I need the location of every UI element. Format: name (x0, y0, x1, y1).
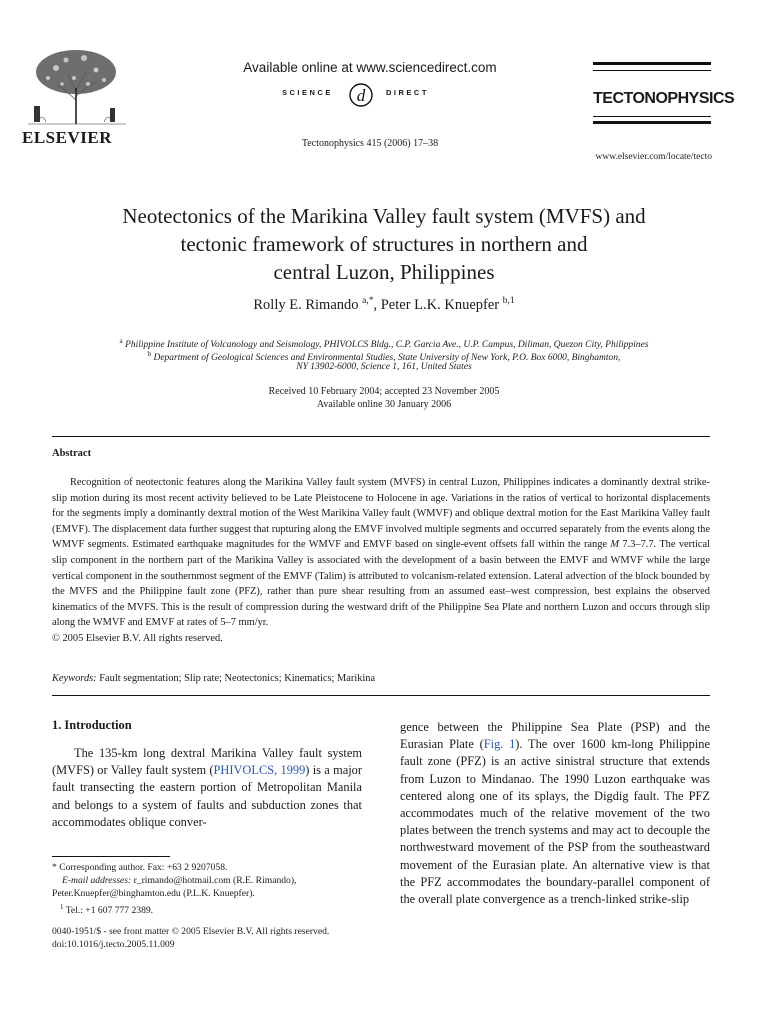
abstract-rule-top (52, 436, 710, 437)
body-text: gence between the Philippine Sea Plate (PSP) and the Eurasian Plate ( (400, 720, 710, 752)
body-column-right (400, 719, 710, 908)
abstract-heading: Abstract (52, 448, 92, 459)
email-address[interactable]: r_rimando@hotmail.com (R.E. Rimando), (131, 875, 297, 886)
footnote-rule (52, 856, 170, 857)
body-text: ). The over 1600 km-long Philippine fault zone (PFZ) is an active sinistral structure that extends from Luzon to Mindanao. The 1990 Luzon earthquake was centered along one of its splays, the Digdig fault. The PFZ accommodates much of the relative movement of the two plates between the trench systems and may act to decouple the northwestward movement of the PSP from the southeastward movement of the Eurasian plate. An alternative view is that the PFZ accommodates the boundary-parallel component of the overall plate convergence as a trench-linked strike-slip (400, 737, 710, 907)
abstract-body (52, 475, 710, 647)
footnote-mark: 1 (60, 903, 64, 911)
author-list (40, 296, 728, 314)
journal-rule-bottom-thin (593, 116, 711, 117)
reference-link[interactable]: PHIVOLCS, 1999 (213, 763, 306, 778)
corresponding-author-footnote: * Corresponding author. Fax: +63 2 9207058. (52, 862, 228, 873)
journal-rule-top (593, 62, 711, 65)
publisher-name: ELSEVIER (22, 128, 112, 147)
affiliation-text: Philippine Institute of Volcanology and Seismology, PHIVOLCS Bldg., C.P. Garcia Ave., U.P. Campus, Diliman, Quezon City, Philippines (125, 340, 649, 351)
section-heading: 1. Introduction (52, 718, 132, 732)
abstract-copyright: © 2005 Elsevier B.V. All rights reserved. (52, 632, 223, 644)
received-date: Received 10 February 2004; accepted 23 November 2005 (268, 386, 500, 397)
keywords (52, 673, 710, 684)
journal-citation: Tectonophysics 415 (2006) 17–38 (301, 138, 439, 149)
sd-mark-letter: d (356, 86, 366, 105)
article-title (40, 202, 728, 286)
affiliation-mark: a (119, 337, 123, 345)
body-text: ) is a major fault transecting the eastern portion of Metropolitan Manila and belongs to a system of faults and subduction zones that accommodates oblique conver- (52, 763, 362, 829)
journal-rule-bottom (593, 121, 711, 124)
keywords-list: Fault segmentation; Slip rate; Neotectonics; Kinematics; Marikina (96, 673, 376, 684)
sd-at-mark-icon (348, 82, 374, 108)
title-line: Neotectonics of the Marikina Valley fault system (MVFS) and (122, 204, 646, 228)
telephone-footnote (60, 901, 153, 918)
front-matter-note: 0040-1951/$ - see front matter © 2005 Elsevier B.V. All rights reserved. (52, 926, 330, 937)
figure-link[interactable]: Fig. 1 (483, 737, 516, 752)
affiliation-text: Department of Geological Sciences and Environmental Studies, State University of New York, P.O. Box 6000, Binghamton, (153, 353, 621, 364)
title-line: central Luzon, Philippines (273, 260, 495, 284)
journal-url[interactable]: www.elsevier.com/locate/tecto (595, 152, 712, 162)
affiliation-b-cont: NY 13902-6000, Science 1, 161, United States (296, 362, 472, 372)
available-date: Available online 30 January 2006 (316, 399, 452, 410)
author-affil-mark[interactable]: a,* (362, 296, 374, 306)
sd-right-word: DIRECT (386, 88, 429, 97)
sciencedirect-logo (282, 82, 452, 110)
telephone-text: Tel.: +1 607 777 2389. (63, 905, 154, 917)
abstract-text: Recognition of neotectonic features along the Marikina Valley fault system (MVFS) in central Luzon, Philippines indicates a dominantly dextral strike-slip motion during its most recent activity believed to be Late Pleistocene to Holocene in age. Variations in the ratios of vertical to horizontal displacements for the segments imply a dominantly dextral motion of the West Marikina Valley fault (WMVF) and oblique dextral motion for the East Marikina Valley fault (EMVF). The displacement data further suggest that rupturing along the EMVF involved multiple segments and occurred separately from the events along the WMVF segments. Estimated earthquake magnitudes for the WMVF and EMVF based on single-event offsets fall within the range (52, 477, 710, 551)
email-label: E-mail addresses: (62, 875, 132, 886)
abstract-rule-bottom (52, 695, 710, 696)
journal-rule-top-thin (593, 70, 711, 71)
body-text: The 135-km long dextral Marikina Valley fault system (MVFS) or Valley fault system ( (52, 746, 362, 778)
sd-left-word: SCIENCE (282, 88, 333, 97)
email-address[interactable]: Peter.Knuepfer@binghamton.edu (P.L.K. Knuepfer). (52, 888, 255, 899)
affiliation-mark: b (147, 350, 152, 358)
title-line: tectonic framework of structures in northern and (180, 232, 588, 256)
abstract-text: 7.3–7.7. The vertical slip component in the northern part of the Marikina Valley is associated with the development of a basin between the EMVF and WMVF while the large vertical component in the southernmost segment of the EMVF (Talim) is attributed to volcanism-related extension. Lateral advection of the block bounded by the MVFS and the Philippine fault zone (PFZ), rather than pure shear resulting from an assumed east–west compression, best explains the observed kinematics of the MVFS. This is the result of compression during the westward drift of the Philippine Sea Plate and northern Luzon and occurs through slip along the WMVF and EMVF at rates of 5–7 mm/yr. (52, 539, 710, 629)
body-paragraph (52, 745, 362, 831)
author-affil-mark[interactable]: b,1 (502, 296, 515, 306)
doi[interactable]: doi:10.1016/j.tecto.2005.11.009 (52, 939, 175, 950)
author-separator: , (373, 296, 381, 313)
body-column-left (52, 745, 362, 831)
author-name: Rolly E. Rimando (253, 296, 363, 313)
email-footnote (62, 875, 296, 888)
available-online-text: Available online at www.sciencedirect.com (243, 60, 497, 75)
journal-name: TECTONOPHYSICS (593, 90, 735, 107)
magnitude-symbol: M (610, 539, 620, 551)
keywords-label: Keywords: (52, 673, 97, 684)
author-name: Peter L.K. Knuepfer (380, 296, 503, 313)
